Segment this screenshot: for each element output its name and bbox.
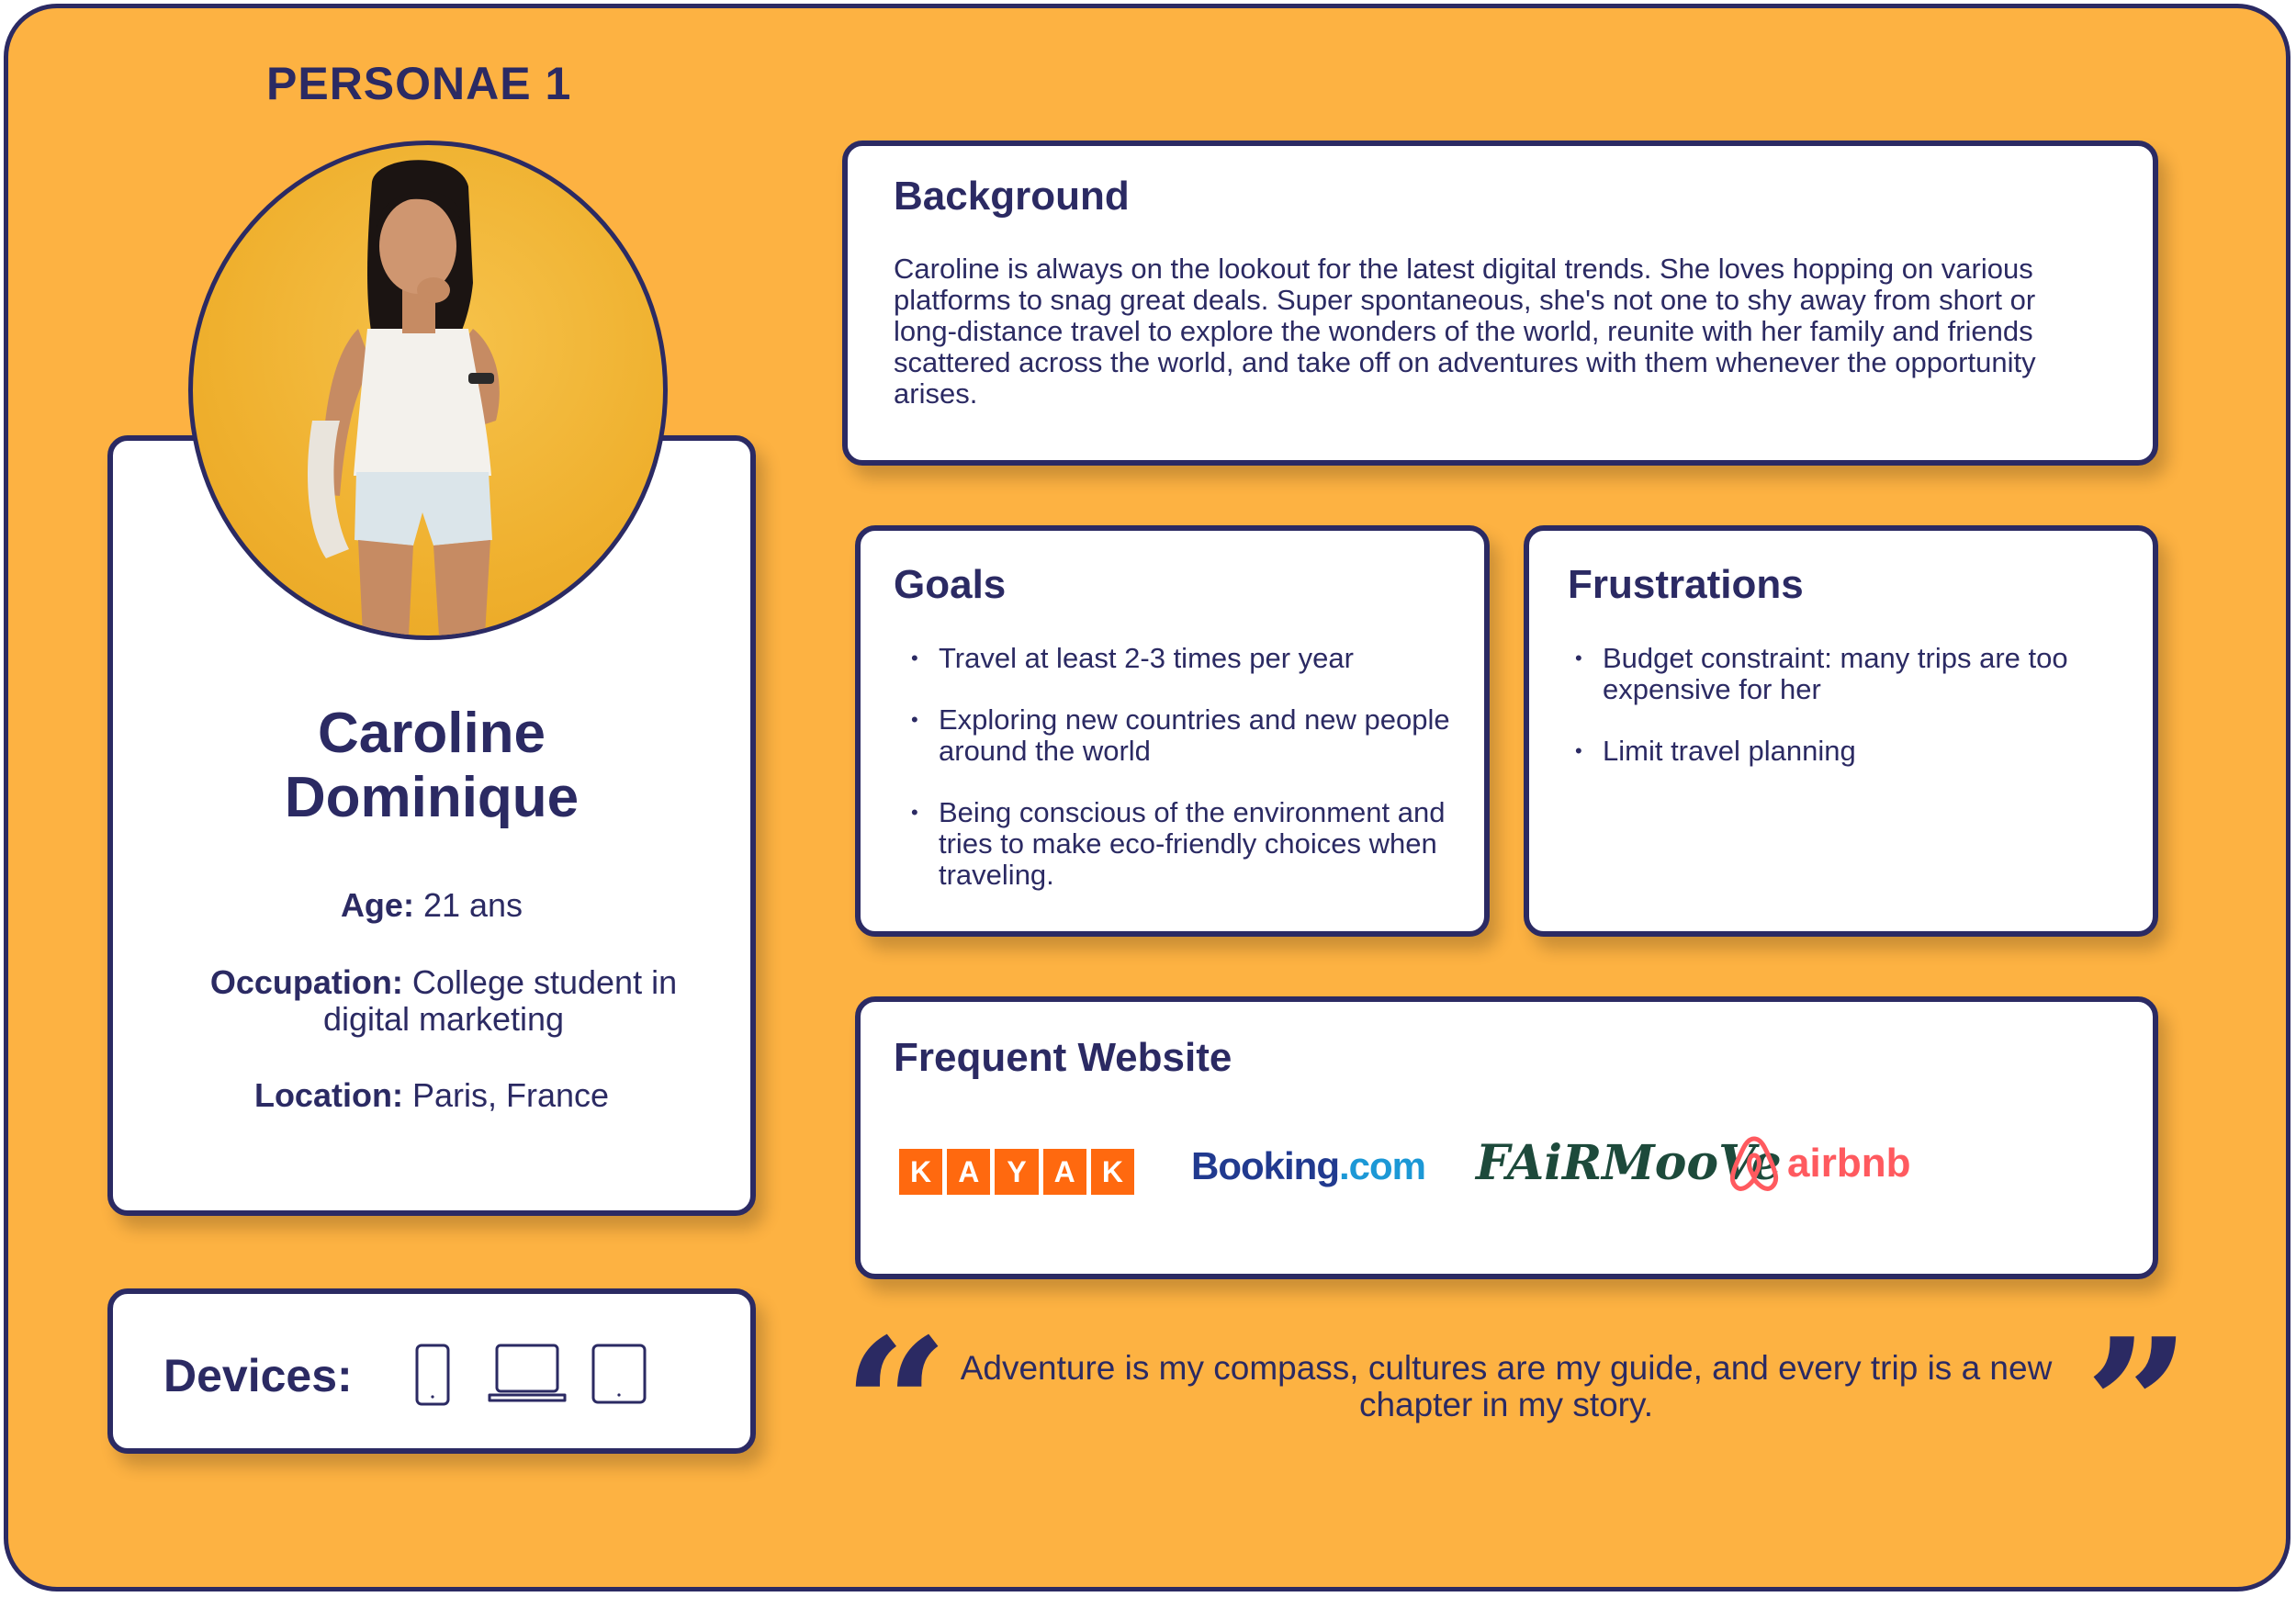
list-item: • Limit travel planning (1575, 736, 2117, 767)
persona-photo (188, 141, 668, 640)
occupation-info (168, 964, 719, 1038)
open-quote-icon: “ (843, 1299, 950, 1514)
smartphone-icon (415, 1344, 450, 1406)
booking-domain: .com (1338, 1144, 1426, 1187)
persona-name (113, 702, 750, 830)
kayak-letter: K (1091, 1149, 1134, 1195)
airbnb-icon (1728, 1135, 1780, 1192)
devices-label: Devices: (163, 1350, 353, 1401)
fairmoove-wordmark: FAiRMooVe (1476, 1135, 1782, 1191)
tablet-icon (591, 1344, 647, 1404)
booking-logo[interactable] (1191, 1144, 1425, 1188)
list-item: • Budget constraint: many trips are too expensive for her (1575, 643, 2117, 705)
list-item: • Exploring new countries and new people around the world (911, 704, 1480, 767)
airbnb-wordmark: airbnb (1787, 1141, 1911, 1186)
frustrations-list (1575, 643, 2117, 797)
list-item: • Being conscious of the environment and tries to make eco-friendly choices when traveling. (911, 797, 1480, 891)
persona-quote: Adventure is my compass, cultures are my guide, and every trip is a new chapter in my story. (960, 1349, 2053, 1423)
occupation-value: College student in digital marketing (322, 963, 678, 1038)
occupation-label: Occupation: (209, 963, 403, 1001)
kayak-logo[interactable] (899, 1149, 1134, 1195)
close-quote-icon: ” (2085, 1299, 2191, 1514)
persona-illustration (193, 145, 663, 635)
frustrations-card (1524, 525, 2158, 937)
kayak-letter: A (947, 1149, 990, 1195)
location-info (113, 1077, 750, 1114)
last-name: Dominique (284, 766, 580, 829)
list-item: • Travel at least 2-3 times per year (911, 643, 1480, 674)
background-card (842, 141, 2158, 466)
websites-title: Frequent Website (894, 1035, 1232, 1080)
devices-card (107, 1288, 756, 1454)
kayak-letter: A (1043, 1149, 1086, 1195)
kayak-letter: K (899, 1149, 942, 1195)
location-value: Paris, France (411, 1076, 610, 1114)
first-name: Caroline (317, 702, 546, 765)
goals-title: Goals (894, 562, 1007, 607)
age-value: 21 ans (422, 886, 523, 924)
page-title: PERSONAE 1 (266, 58, 572, 109)
age-info (113, 887, 750, 924)
goals-card (855, 525, 1490, 937)
location-label: Location: (253, 1076, 403, 1114)
age-label: Age: (340, 886, 414, 924)
goals-list (911, 643, 1480, 921)
background-title: Background (894, 174, 1130, 219)
airbnb-logo[interactable] (1728, 1135, 1910, 1192)
laptop-icon (488, 1344, 567, 1404)
websites-card (855, 996, 2158, 1279)
background-text: Caroline is always on the lookout for the latest digital trends. She loves hopping on various platforms to snag great deals. Super spontaneous, she's not one to shy away from short or long-distance travel to explore the wonders of the world, reunite with her family and friends scattered across the world, and take off on adventures with them whenever the opportunity arises. (894, 253, 2036, 410)
kayak-letter: Y (995, 1149, 1038, 1195)
frustrations-title: Frustrations (1568, 562, 1804, 607)
booking-wordmark: Booking (1191, 1144, 1339, 1187)
